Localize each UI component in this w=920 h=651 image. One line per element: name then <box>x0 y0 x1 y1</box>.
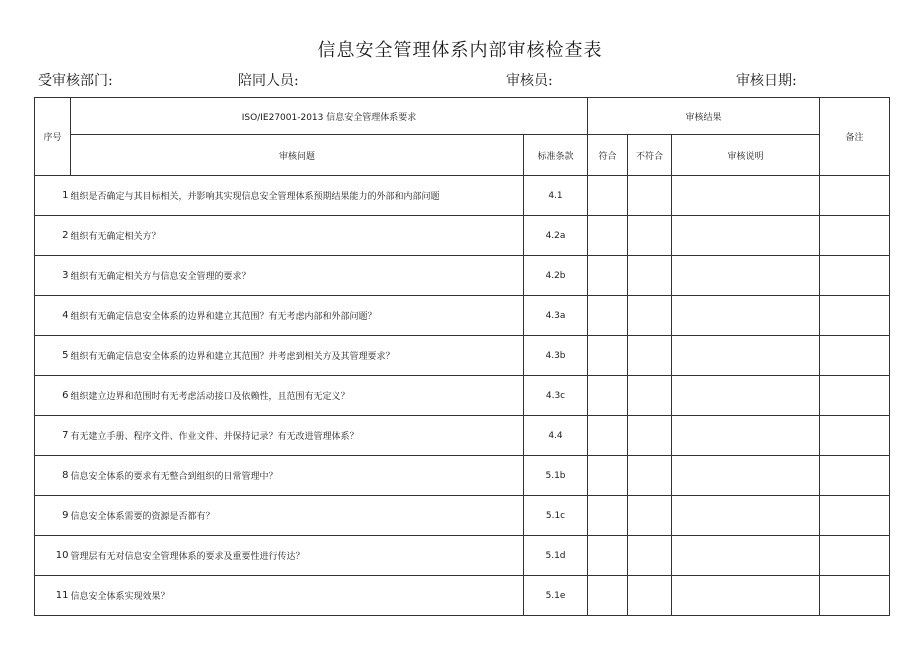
note-cell[interactable] <box>672 216 820 256</box>
table-row <box>35 256 890 296</box>
row-number: 2 <box>35 216 71 256</box>
audit-question: 信息安全体系实现效果？ <box>71 576 524 616</box>
clause-cell: 4.2a <box>524 216 588 256</box>
table-row <box>35 216 890 256</box>
remark-cell[interactable] <box>820 376 890 416</box>
remark-cell[interactable] <box>820 496 890 536</box>
note-cell[interactable] <box>672 456 820 496</box>
note-cell[interactable] <box>672 496 820 536</box>
table-row <box>35 176 890 216</box>
audit-question: 组织有无确定信息安全体系的边界和建立其范围？并考虑到相关方及其管理要求？ <box>71 336 524 376</box>
pass-cell[interactable] <box>588 536 628 576</box>
fail-cell[interactable] <box>628 336 672 376</box>
row-number: 9 <box>35 496 71 536</box>
table-row <box>35 536 890 576</box>
table-row <box>35 456 890 496</box>
page-title: 信息安全管理体系内部审核检查表 <box>317 40 603 61</box>
pass-cell[interactable] <box>588 336 628 376</box>
fail-cell[interactable] <box>628 576 672 616</box>
audit-question: 信息安全体系需要的资源是否都有？ <box>71 496 524 536</box>
fail-cell[interactable] <box>628 296 672 336</box>
pass-cell[interactable] <box>588 456 628 496</box>
row-number: 6 <box>35 376 71 416</box>
remark-header: 备注 <box>820 98 890 176</box>
audit-question: 信息安全体系的要求有无整合到组织的日常管理中？ <box>71 456 524 496</box>
row-number: 8 <box>35 456 71 496</box>
remark-cell[interactable] <box>820 576 890 616</box>
table-row <box>35 376 890 416</box>
pass-cell[interactable] <box>588 256 628 296</box>
audit-checklist-table <box>34 97 890 616</box>
question-header: 审核问题 <box>71 135 524 176</box>
row-number: 4 <box>35 296 71 336</box>
pass-cell[interactable] <box>588 176 628 216</box>
remark-cell[interactable] <box>820 336 890 376</box>
companion-label: 陪同人员: <box>238 73 299 89</box>
fail-cell[interactable] <box>628 496 672 536</box>
clause-cell: 4.2b <box>524 256 588 296</box>
fail-cell[interactable] <box>628 536 672 576</box>
remark-cell[interactable] <box>820 456 890 496</box>
row-number: 10 <box>35 536 71 576</box>
row-number: 1 <box>35 176 71 216</box>
audited-department-label: 受审核部门: <box>38 73 113 89</box>
row-number: 11 <box>35 576 71 616</box>
fail-header: 不符合 <box>628 135 672 176</box>
fail-cell[interactable] <box>628 416 672 456</box>
clause-cell: 5.1b <box>524 456 588 496</box>
pass-cell[interactable] <box>588 376 628 416</box>
audit-question: 组织是否确定与其目标相关，并影响其实现信息安全管理体系预期结果能力的外部和内部问题 <box>71 176 524 216</box>
audit-date-label: 审核日期: <box>736 73 797 89</box>
note-cell[interactable] <box>672 376 820 416</box>
audit-question: 组织有无确定相关方与信息安全管理的要求？ <box>71 256 524 296</box>
remark-cell[interactable] <box>820 296 890 336</box>
clause-cell: 4.3a <box>524 296 588 336</box>
clause-cell: 5.1d <box>524 536 588 576</box>
fail-cell[interactable] <box>628 176 672 216</box>
remark-cell[interactable] <box>820 536 890 576</box>
audit-question: 组织建立边界和范围时有无考虑活动接口及依赖性，且范围有无定义？ <box>71 376 524 416</box>
note-cell[interactable] <box>672 296 820 336</box>
remark-cell[interactable] <box>820 176 890 216</box>
note-cell[interactable] <box>672 416 820 456</box>
clause-cell: 4.3b <box>524 336 588 376</box>
remark-cell[interactable] <box>820 416 890 456</box>
clause-cell: 4.4 <box>524 416 588 456</box>
result-header: 审核结果 <box>588 98 820 135</box>
pass-header: 符合 <box>588 135 628 176</box>
note-cell[interactable] <box>672 576 820 616</box>
row-number: 7 <box>35 416 71 456</box>
note-cell[interactable] <box>672 336 820 376</box>
table-row <box>35 336 890 376</box>
clause-cell: 4.3c <box>524 376 588 416</box>
clause-cell: 5.1e <box>524 576 588 616</box>
fail-cell[interactable] <box>628 456 672 496</box>
fail-cell[interactable] <box>628 256 672 296</box>
fail-cell[interactable] <box>628 376 672 416</box>
note-header: 审核说明 <box>672 135 820 176</box>
remark-cell[interactable] <box>820 256 890 296</box>
fail-cell[interactable] <box>628 216 672 256</box>
table-row <box>35 496 890 536</box>
auditor-label: 审核员: <box>506 73 553 89</box>
row-number: 3 <box>35 256 71 296</box>
remark-cell[interactable] <box>820 216 890 256</box>
pass-cell[interactable] <box>588 416 628 456</box>
table-subheader-row <box>35 135 890 176</box>
audit-question: 组织有无确定相关方？ <box>71 216 524 256</box>
clause-cell: 4.1 <box>524 176 588 216</box>
table-row <box>35 296 890 336</box>
pass-cell[interactable] <box>588 576 628 616</box>
standard-header: ISO/IE27001-2013 信息安全管理体系要求 <box>71 98 588 135</box>
audit-question: 有无建立手册、程序文件、作业文件、并保持记录？有无改进管理体系？ <box>71 416 524 456</box>
note-cell[interactable] <box>672 536 820 576</box>
pass-cell[interactable] <box>588 296 628 336</box>
clause-header: 标准条款 <box>524 135 588 176</box>
note-cell[interactable] <box>672 256 820 296</box>
audit-question: 组织有无确定信息安全体系的边界和建立其范围？有无考虑内部和外部问题？ <box>71 296 524 336</box>
table-header-row <box>35 98 890 135</box>
clause-cell: 5.1c <box>524 496 588 536</box>
pass-cell[interactable] <box>588 496 628 536</box>
table-row <box>35 576 890 616</box>
audit-question: 管理层有无对信息安全管理体系的要求及重要性进行传达？ <box>71 536 524 576</box>
seq-header: 序号 <box>35 98 71 176</box>
note-cell[interactable] <box>672 176 820 216</box>
row-number: 5 <box>35 336 71 376</box>
table-row <box>35 416 890 456</box>
pass-cell[interactable] <box>588 216 628 256</box>
